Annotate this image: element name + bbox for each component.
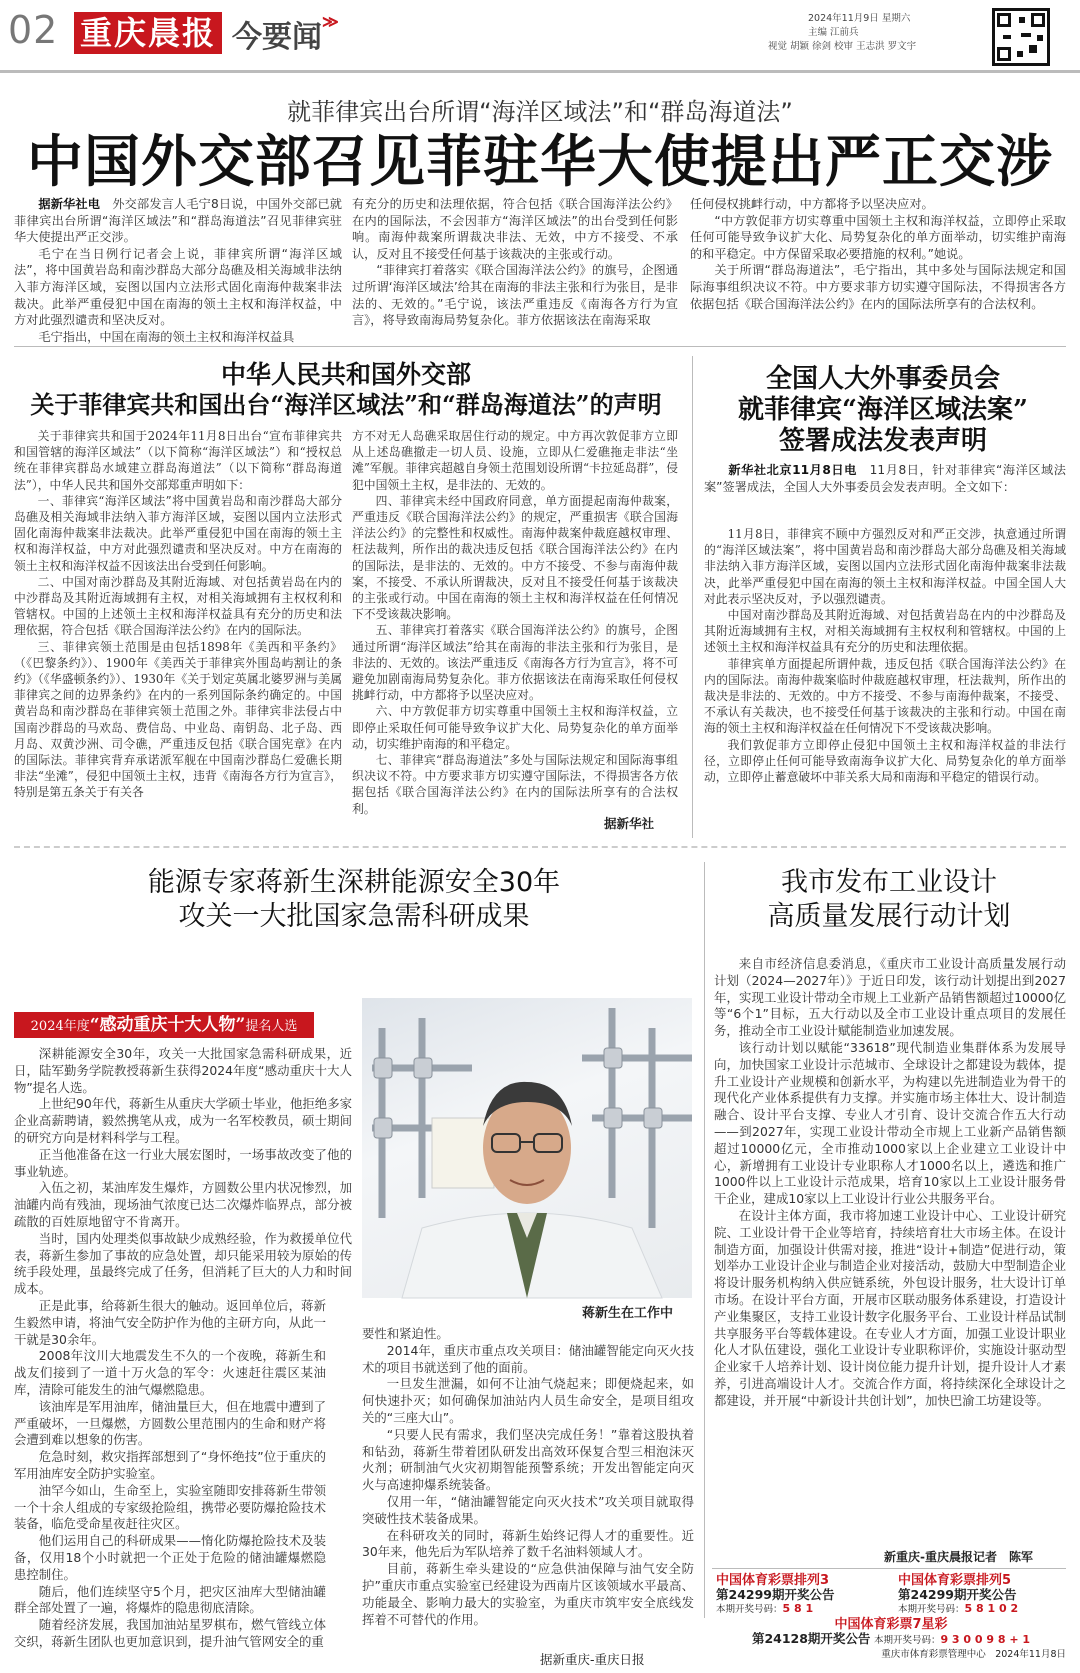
design-body: [714, 956, 1066, 1544]
top-story-col1: [14, 196, 342, 344]
lottery-pl3: [716, 1574, 886, 1617]
paragraph: 2014年，重庆市重点攻关项目：储油罐智能定向灭火技术的项目书就送到了他的面前。: [362, 1342, 694, 1375]
top-story-kicker: 就菲律宾出台所谓“海洋区域法”和“群岛海道法”: [287, 98, 793, 126]
paragraph: 毛宁指出，中国在南海的领土主权和海洋权益具: [38, 329, 295, 344]
npc-body: [704, 526, 1066, 826]
paragraph: 一旦发生泄漏，如何不让油气烧起来；即便烧起来，如何快速扑灭；如何确保加油站内人员生命安全，是项目组攻关的“三座大山”。: [362, 1376, 694, 1425]
lottery-title: 中国体育彩票排列3: [716, 1573, 830, 1588]
energy-title-line2: 攻关一大批国家急需科研成果: [178, 901, 530, 932]
paragraph: 一、菲律宾“海洋区域法”将中国黄岩岛和南沙群岛大部分岛礁及相关海域非法纳入菲方海洋区域，妄图以国内立法形式固化南海仲裁案非法裁决。此举严重侵犯中国在南海的领土主权和海洋权益，中方对此强烈谴责和坚决反对。中方在南海的领土主权和海洋权益不因该法出台受到任何影响。: [14, 493, 342, 573]
design-title: [712, 866, 1066, 934]
top-story-col2: [352, 196, 678, 332]
paragraph: 正当他准备在这一行业大展宏图时，一场事故改变了他的事业轨迹。: [14, 1146, 352, 1179]
design-credit: 新重庆-重庆晨报记者 陈军: [884, 1550, 1033, 1564]
chief-editor: 主编 江前兵: [808, 27, 859, 38]
paragraph: 二、中国对南沙群岛及其附近海域、对包括黄岩岛在内的中沙群岛及其附近海域拥有主权，对相关海域拥有主权权利和管辖权。中国的上述领土主权和海洋权益具有充分的历史和法理依据，符合包括《联合国海洋法公约》在内的国际法。: [14, 574, 342, 638]
lottery-7star: [716, 1618, 1066, 1662]
newspaper-logo: 重庆晨报: [74, 12, 222, 54]
statement-title-line1: 中华人民共和国外交部: [220, 360, 471, 389]
paragraph: 11月8日，菲律宾不顾中方强烈反对和严正交涉，执意通过所谓的“海洋区域法案”，将中国黄岩岛和南沙群岛大部分岛礁及相关海域非法纳入菲方海洋区域，妄图以国内立法形式固化南海仲裁案非法裁决，此举严重侵犯中国在南海的领土主权和海洋权益。中国全国人大对此表示坚决反对，予以强烈谴责。: [704, 527, 1066, 606]
lottery-label: 本期开奖号码：: [873, 1635, 941, 1646]
lottery-draw: 第24128期开奖公告: [751, 1631, 871, 1646]
paragraph: 关于菲律宾共和国于2024年11月8日出台“宣布菲律宾共和国管辖的海洋区域法”（以下简称“海洋区域法”）和“授权总统在菲律宾群岛水域建立群岛海道法”（以下简称“群岛海道法”），中华人民共和国外交部郑重声明如下：: [14, 429, 342, 492]
badge-nomination: 提名人选: [245, 1019, 298, 1034]
top-story-col3: [690, 196, 1066, 332]
column-divider: [704, 862, 705, 1618]
paragraph: 三、菲律宾领土范围是由包括1898年《美西和平条约》（《巴黎条约》）、1900年《美西关于菲律宾外围岛屿割让的条约》（《华盛顿条约》）、1930年《关于划定英属北婆罗洲与美属菲律宾之间的边界条约》在内的一系列国际条约确定的。中国黄岩岛和南沙群岛在菲律宾领土范围之外。菲律宾非法侵占中国南沙群岛的马欢岛、费信岛、中业岛、南钥岛、北子岛、西月岛、双黄沙洲、司令礁，严重违反包括《联合国宪章》在内的国际法。菲律宾背弃承诺派军舰在中国南沙群岛仁爱礁长期非法“坐滩”，侵犯中国领土主权，违背《南海各方行为宣言》，特别是第五条关于有关各: [14, 639, 342, 800]
energy-credit: 据新重庆-重庆日报: [540, 1652, 645, 1667]
section-name: 今要闻: [232, 20, 322, 55]
npc-lead: [704, 462, 1066, 524]
paragraph: 四、菲律宾未经中国政府同意，单方面提起南海仲裁案，严重违反《联合国海洋法公约》的规定，严重损害《联合国海洋法公约》的完整性和权威性。南海仲裁案仲裁庭越权审理、枉法裁判，所作出的裁决违反包括《联合国海洋法公约》在内的国际法，是非法的、无效的。中方不接受、不参与南海仲裁案，不接受、不承认所谓裁决，反对且不接受任何基于该裁决的主张或行动。中国在南海的领土主权和海洋权益在任何情况下不受该裁决影响。: [352, 493, 678, 622]
design-title-line2: 高质量发展行动计划: [767, 901, 1011, 932]
paragraph: 上世纪90年代，蒋新生从重庆大学硕士毕业，他拒绝多家企业高薪聘请，毅然携笔从戎，成为一名军校教员，硕士期间的研究方向是材料科学与工程。: [14, 1096, 352, 1145]
paragraph: 2008年汶川大地震发生不久的一个夜晚，蒋新生和战友们接到了一道十万火急的军令：火速赶往震区某油库，清除可能发生的油气爆燃隐患。: [14, 1348, 326, 1397]
paragraph: 危急时刻，救灾指挥部想到了“身怀绝技”位于重庆的军用油库安全防护实验室。: [14, 1449, 326, 1481]
energy-col1-top: [14, 1046, 352, 1298]
lottery-number: 5 8 1: [782, 1602, 814, 1615]
paragraph: 外交部发言人毛宁8日说，中国外交部已就菲律宾出台所谓“海洋区域法”和“群岛海道法”召见菲律宾驻华大使提出严正交涉。: [14, 197, 342, 245]
lottery-draw: 第24299期开奖公告: [716, 1587, 835, 1602]
paragraph: 该行动计划以赋能“33618”现代制造业集群体系为发展导向，加快国家工业设计示范城市、全球设计之都建设为载体，提升工业设计产业规模和创新水平，为构建以先进制造业为骨干的现代化产业体系提供有力支撑。并实施市场主体壮大、设计制造融合、设计平台支撑、专业人才引育、设计交流合作五大行动——到2027年，实现工业设计带动全市规上工业新产品销售额超过10000亿元，全市推动1000家以上企业建立工业设计中心，新增拥有工业设计专业职称人才1000名以上，遴选和推广1000件以上工业设计示范成果，培育10家以上工业设计服务骨干企业，建成10家以上工业设计行业公共服务平台。: [714, 1039, 1066, 1207]
column-divider: [692, 356, 693, 838]
paragraph: 五、菲律宾打着落实《联合国海洋法公约》的旗号，企图通过所谓“海洋区域法”给其在南海的非法主张和行为张目，是非法的、无效的。该法严重违反《南海各方行为宣言》，将不可避免加剧南海局势复杂化。菲方依据该法在南海采取任何侵权挑衅行动，中方都将予以坚决应对。: [352, 623, 678, 703]
paragraph: 七、菲律宾“群岛海道法”多处与国际法规定和国际海事组织决议不符。中方要求菲方切实遵守国际法，不得损害各方依据包括《联合国海洋法公约》在内的国际法所享有的合法权利。: [352, 753, 678, 816]
statement-col2: [352, 428, 678, 816]
divider: [712, 1568, 1066, 1569]
statement-title: [14, 360, 678, 420]
dateline: 新华社北京11月8日电: [728, 463, 857, 477]
section-title: [232, 12, 339, 56]
paragraph: 11月8日，针对菲律宾“海洋区域法案”签署成法，全国人大外事委员会发表声明。全文如下：: [704, 463, 1066, 494]
photo-caption: 蒋新生在工作中: [582, 1306, 674, 1321]
statement-title-line2: 关于菲律宾共和国出台“海洋区域法”和“群岛海道法”的声明: [30, 390, 662, 419]
paragraph: 有充分的历史和法理依据，符合包括《联合国海洋法公约》在内的国际法，不会因菲方“海洋区域法”的出台受到任何影响。南海仲裁案所谓裁决非法、无效，中方不接受、不承认，反对且不接受任何基于该裁决的主张或行动。: [352, 197, 678, 261]
badge-year: 2024年度: [30, 1019, 90, 1034]
paragraph: 菲律宾单方面提起所谓仲裁，违反包括《联合国海洋法公约》在内的国际法。南海仲裁案临时仲裁庭越权审理，枉法裁判，所作出的裁决是非法的、无效的。中方不接受、不参与南海仲裁案，不接受、不承认有关裁决，也不接受任何基于该裁决的主张和行动。中国在南海的领土主权和海洋权益在任何情况下不受该裁决影响。: [704, 656, 1066, 736]
lottery-footer: 重庆市体育彩票管理中心 2024年11月8日: [881, 1649, 1066, 1660]
npc-title-line2: 就菲律宾“海洋区域法案”: [738, 395, 1028, 425]
npc-title-line1: 全国人大外事委员会: [765, 364, 1000, 394]
energy-col2: [362, 1326, 694, 1646]
lottery-draw: 第24299期开奖公告: [898, 1587, 1017, 1602]
paragraph: 毛宁在当日例行记者会上说，菲律宾所谓“海洋区域法”，将中国黄岩岛和南沙群岛大部分岛礁及相关海域非法纳入菲方海洋区域，妄图以国内立法形式固化南海仲裁案非法裁决。此举严重侵犯中国在南海的领土主权和海洋权益，中方对此强烈谴责和坚决反对。: [14, 246, 342, 328]
paragraph: 要性和紧迫性。: [362, 1326, 449, 1341]
issue-date: 2024年11月9日 星期六: [808, 13, 911, 24]
qr-code-icon[interactable]: [992, 8, 1050, 66]
paragraph: “菲律宾打着落实《联合国海洋法公约》的旗号，企图通过所谓‘海洋区域法’给其在南海的非法主张和行为张目，是非法的、无效的。”毛宁说，该法严重违反《南海各方行为宣言》，将导致南海局势复杂化。菲方依据该法在南海采取: [352, 263, 678, 328]
design-title-line1: 我市发布工业设计: [781, 867, 997, 898]
issue-meta: [768, 12, 968, 54]
badge-award: “感动重庆十大人物”: [89, 1015, 246, 1035]
statement-col1: [14, 428, 342, 838]
page-number: 02: [8, 8, 59, 52]
paragraph: “中方敦促菲方切实尊重中国领土主权和海洋权益，立即停止采取任何可能导致争议扩大化、局势复杂化的单方面举动，切实维护南海的和平稳定。中方保留采取必要措施的权利。”她说。: [690, 213, 1066, 261]
paragraph: 深耕能源安全30年，攻关一大批国家急需科研成果，近日，陆军勤务学院教授蒋新生获得2024年度“感动重庆十大人物”提名人选。: [14, 1046, 352, 1095]
paragraph: 来自市经济信息委消息，《重庆市工业设计高质量发展行动计划（2024—2027年）》于近日印发，该行动计划提出到2027年，实现工业设计带动全市规上工业新产品销售额超过10000亿等“6个1”目标，五大行动以及全市工业设计重点项目的发展任务，推动全市工业设计赋能制造业加速发展。: [714, 956, 1066, 1039]
paragraph: 仅用一年，“储油罐智能定向灭火技术”攻关项目就取得突破性技术装备成果。: [362, 1493, 694, 1526]
lottery-number: 5 8 1 0 2: [964, 1602, 1019, 1615]
section-divider: [14, 846, 1066, 848]
top-story-headline: 中国外交部召见菲驻华大使提出严正交涉: [27, 130, 1053, 195]
paragraph: 当时，国内处理类似事故缺少成熟经验，作为救援单位代表，蒋新生参加了事故的应急处置，却只能采用较为原始的传统手段处理，虽最终完成了任务，但消耗了巨大的人力和时间成本。: [14, 1230, 352, 1297]
npc-title: [700, 364, 1066, 457]
npc-title-line3: 签署成法发表声明: [778, 426, 987, 456]
energy-col1-bottom: [14, 1298, 326, 1666]
paragraph: 在设计主体方面，我市将加速工业设计中心、工业设计研究院、工业设计骨干企业等培育，持续培育壮大市场主体。在设计制造方面，加强设计供需对接，推进“设计+制造”促进行动，策划举办工业设计企业与制造企业对接活动，鼓励大中型制造企业将设计服务机构纳入供应链系统，外包设计服务，壮大设计订单市场。在设计平台方面，开展市区联动服务体系建设，打造设计产业集聚区，支持工业设计数字化服务平台、工业设计样品试制共享服务平台等载体建设。在专业人才方面，加强工业设计职业化人才队伍建设，强化工业设计专业职称评价，实施设计驱动型企业家千人培养计划、设计岗位能力提升计划，提升设计人才素养，引进高端设计人才。交流合作方面，将持续深化全球设计之都建设，并开展“中新设计共创计划”，加快巴渝工坊建设等。: [714, 1207, 1066, 1408]
dateline: 据新华社电: [38, 197, 101, 211]
staff-editors: 视觉 胡颖 徐剑 校审 王志洪 罗文宇: [768, 41, 917, 52]
header-rule: [0, 70, 1080, 73]
paragraph: 我们敦促菲方立即停止侵犯中国领土主权和海洋权益的非法行径，立即停止任何可能导致南海争议扩大化、局势复杂化的单方面举动，立即停止蓄意破坏中菲关系大局和南海和平稳定的错误行动。: [704, 737, 1066, 785]
lottery-title: 中国体育彩票7星彩: [834, 1617, 948, 1632]
paragraph: 六、中方敦促菲方切实尊重中国领土主权和海洋权益，立即停止采取任何可能导致争议扩大化、局势复杂化的单方面举动，切实维护南海的和平稳定。: [352, 704, 678, 751]
scientist-photo: [362, 998, 692, 1298]
paragraph: 关于所谓“群岛海道法”，毛宁指出，其中多处与国际法规定和国际海事组织决议不符。中方要求菲方切实遵守国际法，不得损害各方依据包括《联合国海洋法公约》在内的国际法所享有的合法权利。: [690, 263, 1066, 311]
paragraph: 油罕今如山，生命至上，实验室随即安排蒋新生带领一个十余人组成的专家级抢险组，携带必要防爆抢险技术装备，临危受命星夜赶往灾区。: [14, 1482, 326, 1532]
lab-scene-illustration: [362, 998, 692, 1298]
double-chevron-icon: ≫: [322, 12, 339, 31]
lottery-pl5: [898, 1574, 1068, 1617]
divider: [14, 346, 1066, 347]
lottery-number: 9 3 0 0 9 8 + 1: [940, 1633, 1031, 1646]
paragraph: 正是此事，给蒋新生很大的触动。返回单位后，蒋新生毅然申请，将油气安全防护作为他的主研方向，从此一干就是30余年。: [14, 1298, 326, 1347]
award-badge: [14, 1012, 314, 1038]
paragraph: 目前，蒋新生牵头建设的“应急供油保障与油气安全防护”重庆市重点实验室已经建设为西南片区该领域水平最高、功能最全、影响力最大的实验室，为重庆市筑牢安全底线发挥着不可替代的作用。: [362, 1561, 694, 1627]
paragraph: 中国对南沙群岛及其附近海域、对包括黄岩岛在内的中沙群岛及其附近海域拥有主权，对相关海域拥有主权权利和管辖权。中国的上述领土主权和海洋权益具有充分的历史和法理依据。: [704, 608, 1066, 655]
lottery-title: 中国体育彩票排列5: [898, 1573, 1012, 1588]
energy-title: [14, 866, 694, 934]
paragraph: “只要人民有需求，我们坚决完成任务！”靠着这股执着和钻劲，蒋新生带着团队研发出高效环保复合型三相泡沫灭火剂；研制油气火灾初期智能预警系统；开发出智能定向灭火与高速抑爆系统装备。: [362, 1426, 694, 1493]
paragraph: 他们运用自己的科研成果——惰化防爆抢险技术及装备，仅用18个小时就把一个正处于危险的储油罐爆燃隐患控制住。: [14, 1533, 326, 1582]
paragraph: 该油库是军用油库，储油量巨大，但在地震中遭到了严重破坏，一旦爆燃，方圆数公里范围内的生命和财产将会遭到难以想象的伤害。: [14, 1398, 326, 1448]
paragraph: 任何侵权挑衅行动，中方都将予以坚决应对。: [690, 197, 934, 211]
paragraph: 入伍之初，某油库发生爆炸，方圆数公里内状况惨烈，加油罐内尚有残油，现场油气浓度已达二次爆炸临界点，部分被疏散的百姓原地留守不肯离开。: [14, 1180, 352, 1229]
paragraph: 随着经济发展，我国加油站星罗棋布，燃气管线立体交织，蒋新生团队也更加意识到，提升油气管网安全的重: [14, 1617, 326, 1649]
lottery-label: 本期开奖号码：: [898, 1604, 965, 1615]
lottery-label: 本期开奖号码：: [716, 1604, 783, 1615]
energy-title-line1: 能源专家蒋新生深耕能源安全30年: [147, 867, 561, 898]
paragraph: 随后，他们连续坚守5个月，把灾区油库大型储油罐群全部处置了一遍，将爆炸的隐患彻底清除。: [14, 1583, 326, 1616]
paragraph: 在科研攻关的同时，蒋新生始终记得人才的重要性。近30年来，他先后为军队培养了数千名油料领域人才。: [362, 1527, 694, 1560]
statement-credit: 据新华社: [604, 816, 655, 831]
paragraph: 方不对无人岛礁采取居住行动的规定。中方再次敦促菲方立即从上述岛礁撤走一切人员、设施，立即从仁爱礁拖走非法“坐滩”军舰。菲律宾超越自身领土范围划设所谓“卡拉延岛群”，侵犯中国领土主权，是非法的、无效的。: [352, 429, 678, 492]
